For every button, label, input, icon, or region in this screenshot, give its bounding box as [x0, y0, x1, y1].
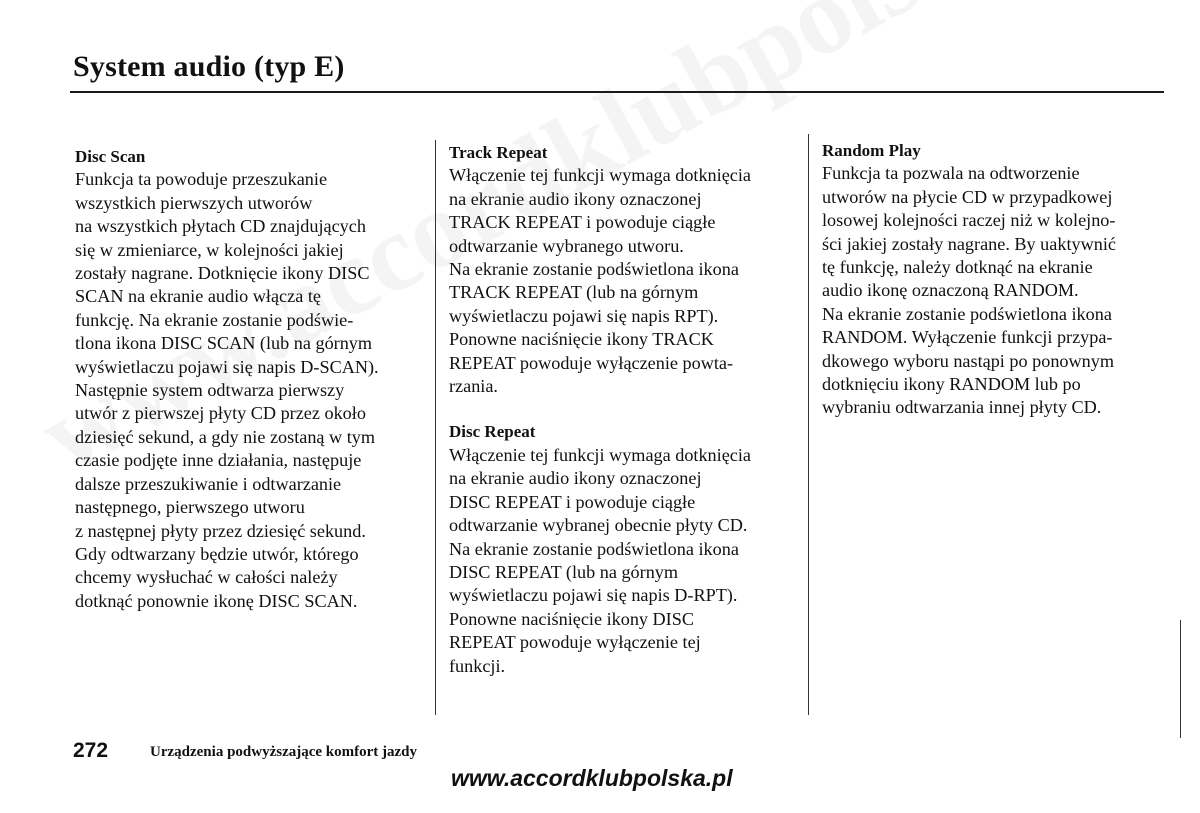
text-line: TRACK REPEAT i powoduje ciągłe — [449, 212, 716, 233]
text-line: odtwarzanie wybranej obecnie płyty CD. — [449, 515, 748, 536]
text-line: Funkcja ta powoduje przeszukanie — [75, 169, 328, 190]
text-line: tę funkcję, należy dotknąć na ekranie — [822, 257, 1093, 278]
text-line: funkcji. — [449, 655, 506, 676]
text-line: Włączenie tej funkcji wymaga dotknięcia — [449, 444, 751, 465]
text-line: chcemy wysłuchać w całości należy — [75, 567, 338, 588]
text-line: następnego, pierwszego utworu — [75, 497, 305, 518]
text-line: audio ikonę oznaczoną RANDOM. — [822, 280, 1079, 301]
text-line: losowej kolejności raczej niż w kolejno- — [822, 210, 1116, 231]
text-line: dotknięciu ikony RANDOM lub po — [822, 374, 1081, 395]
text-line: utworów na płycie CD w przypadkowej — [822, 186, 1113, 207]
text-line: Ponowne naciśnięcie ikony TRACK — [449, 329, 714, 350]
text-line: Następnie system odtwarza pierwszy — [75, 380, 345, 401]
text-line: wszystkich pierwszych utworów — [75, 192, 313, 213]
section-gap — [449, 398, 751, 420]
text-line: wyświetlaczu pojawi się napis RPT). — [449, 305, 719, 326]
text-line: zostały nagrane. Dotknięcie ikony DISC — [75, 263, 370, 284]
text-line: na ekranie audio ikony oznaczonej — [449, 188, 702, 209]
text-line: SCAN na ekranie audio włącza tę — [75, 286, 321, 307]
text-line: wybraniu odtwarzania innej płyty CD. — [822, 397, 1102, 418]
text-line: dkowego wyboru nastąpi po ponownym — [822, 350, 1114, 371]
text-line: dziesięć sekund, a gdy nie zostaną w tym — [75, 426, 376, 447]
text-line: Włączenie tej funkcji wymaga dotknięcia — [449, 165, 751, 186]
section-body-random-play — [822, 162, 1116, 419]
page-number: 272 — [73, 739, 109, 762]
text-line: ści jakiej zostały nagrane. By uaktywnić — [822, 233, 1116, 254]
footer-section-title: Urządzenia podwyższające komfort jazdy — [150, 744, 418, 760]
text-line: wyświetlaczu pojawi się napis D-RPT). — [449, 585, 738, 606]
column-random-play — [822, 139, 1116, 420]
margin-rule — [1180, 620, 1181, 738]
column-divider — [435, 140, 436, 715]
text-line: REPEAT powoduje wyłączenie powta- — [449, 352, 734, 373]
text-line: czasie podjęte inne działania, następuje — [75, 450, 362, 471]
text-line: Na ekranie zostanie podświetlona ikona — [822, 303, 1112, 324]
footer-url: www.accordklubpolska.pl — [451, 765, 733, 791]
title-rule — [70, 91, 1164, 93]
section-heading-disc-scan: Disc Scan — [75, 147, 146, 166]
text-line: RANDOM. Wyłączenie funkcji przypa- — [822, 327, 1113, 348]
text-line: wyświetlaczu pojawi się napis D-SCAN). — [75, 356, 379, 377]
text-line: Funkcja ta pozwala na odtworzenie — [822, 163, 1080, 184]
text-line: dalsze przeszukiwanie i odtwarzanie — [75, 473, 342, 494]
page-title: System audio (typ E) — [73, 50, 345, 83]
column-disc-scan — [75, 145, 379, 613]
text-line: REPEAT powoduje wyłączenie tej — [449, 632, 701, 653]
section-body-disc-repeat — [449, 444, 751, 678]
text-line: z następnej płyty przez dziesięć sekund. — [75, 520, 366, 541]
section-heading-disc-repeat: Disc Repeat — [449, 422, 536, 442]
text-line: DISC REPEAT i powoduje ciągłe — [449, 491, 696, 512]
section-heading-random-play: Random Play — [822, 141, 921, 160]
section-body-track-repeat — [449, 164, 751, 398]
text-line: funkcję. Na ekranie zostanie podświe- — [75, 309, 354, 330]
text-line: utwór z pierwszej płyty CD przez około — [75, 403, 366, 424]
text-line: tlona ikona DISC SCAN (lub na górnym — [75, 333, 373, 354]
text-line: Gdy odtwarzany będzie utwór, którego — [75, 543, 359, 564]
section-body-disc-scan — [75, 168, 379, 613]
text-line: odtwarzanie wybranego utworu. — [449, 235, 684, 256]
text-line: Na ekranie zostanie podświetlona ikona — [449, 259, 739, 280]
column-divider — [808, 134, 809, 715]
text-line: rzania. — [449, 376, 498, 397]
text-line: TRACK REPEAT (lub na górnym — [449, 282, 699, 303]
text-line: DISC REPEAT (lub na górnym — [449, 561, 679, 582]
text-line: Ponowne naciśnięcie ikony DISC — [449, 608, 694, 629]
text-line: Na ekranie zostanie podświetlona ikona — [449, 538, 739, 559]
text-line: się w zmieniarce, w kolejności jakiej — [75, 239, 344, 260]
section-heading-track-repeat: Track Repeat — [449, 143, 548, 162]
text-line: na wszystkich płytach CD znajdujących — [75, 216, 366, 237]
column-repeat — [449, 141, 751, 678]
text-line: dotknąć ponownie ikonę DISC SCAN. — [75, 590, 358, 611]
text-line: na ekranie audio ikony oznaczonej — [449, 468, 702, 489]
